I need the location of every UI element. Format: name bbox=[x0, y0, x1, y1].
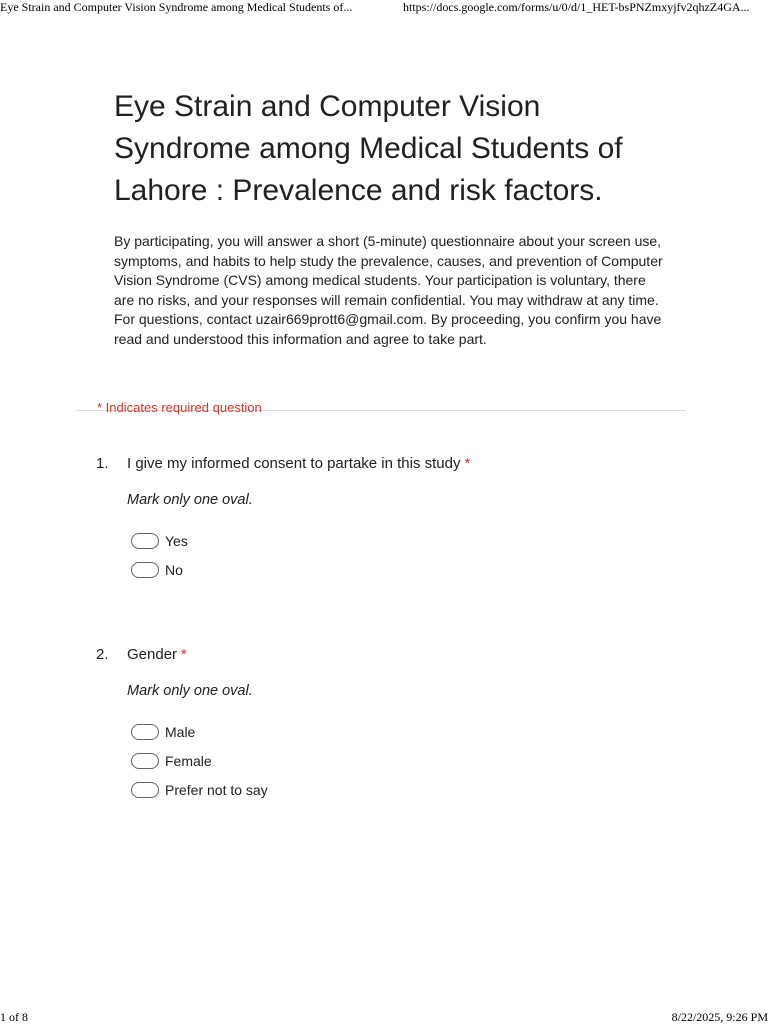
required-asterisk: * bbox=[181, 646, 187, 663]
option-no[interactable] bbox=[131, 560, 183, 580]
option-female[interactable] bbox=[131, 751, 212, 771]
print-datetime: 8/22/2025, 9:26 PM bbox=[671, 1010, 768, 1024]
question-label: I give my informed consent to partake in this study bbox=[127, 455, 461, 472]
radio-oval[interactable] bbox=[131, 782, 159, 798]
radio-oval[interactable] bbox=[131, 533, 159, 549]
option-label: No bbox=[165, 562, 183, 578]
question-label: Gender bbox=[127, 646, 178, 663]
question-instruction: Mark only one oval. bbox=[127, 492, 253, 508]
page-indicator: 1 of 8 bbox=[0, 1010, 28, 1024]
question-instruction: Mark only one oval. bbox=[127, 683, 253, 699]
print-url: https://docs.google.com/forms/u/0/d/1_HET-bsPNZmxyjfv2qhzZ4GA... bbox=[403, 0, 750, 14]
form-title: Eye Strain and Computer Vision Syndrome among Medical Students of Lahore : Prevalence and risk factors. bbox=[114, 90, 623, 207]
question-text bbox=[127, 455, 470, 472]
option-label: Prefer not to say bbox=[165, 782, 268, 798]
required-note: * Indicates required question bbox=[97, 400, 262, 415]
radio-oval[interactable] bbox=[131, 753, 159, 769]
radio-oval[interactable] bbox=[131, 562, 159, 578]
required-asterisk: * bbox=[464, 455, 471, 472]
option-label: Female bbox=[165, 753, 212, 769]
option-prefer-not-to-say[interactable] bbox=[131, 780, 268, 800]
option-male[interactable] bbox=[131, 722, 195, 742]
form-description: By participating, you will answer a short (5-minute) questionnaire about your screen use, symptoms, and habits to help study the prevalence, causes, and prevention of Computer Vision Syndrome (CVS) among medical students. Your participation is voluntary, there are no risks, and your responses will remain confidential. You may withdraw at any time. For questions, contact uzair669prott6@gmail.com. By proceeding, you confirm you have read and understood this information and agree to take part. bbox=[114, 233, 663, 347]
option-label: Yes bbox=[165, 533, 188, 549]
question-number: 1. bbox=[96, 455, 109, 472]
option-yes[interactable] bbox=[131, 531, 188, 551]
question-text bbox=[127, 646, 187, 663]
option-label: Male bbox=[165, 724, 196, 740]
radio-oval[interactable] bbox=[131, 724, 159, 740]
print-page-title: Eye Strain and Computer Vision Syndrome among Medical Students of... bbox=[0, 0, 353, 14]
question-number: 2. bbox=[96, 646, 109, 663]
